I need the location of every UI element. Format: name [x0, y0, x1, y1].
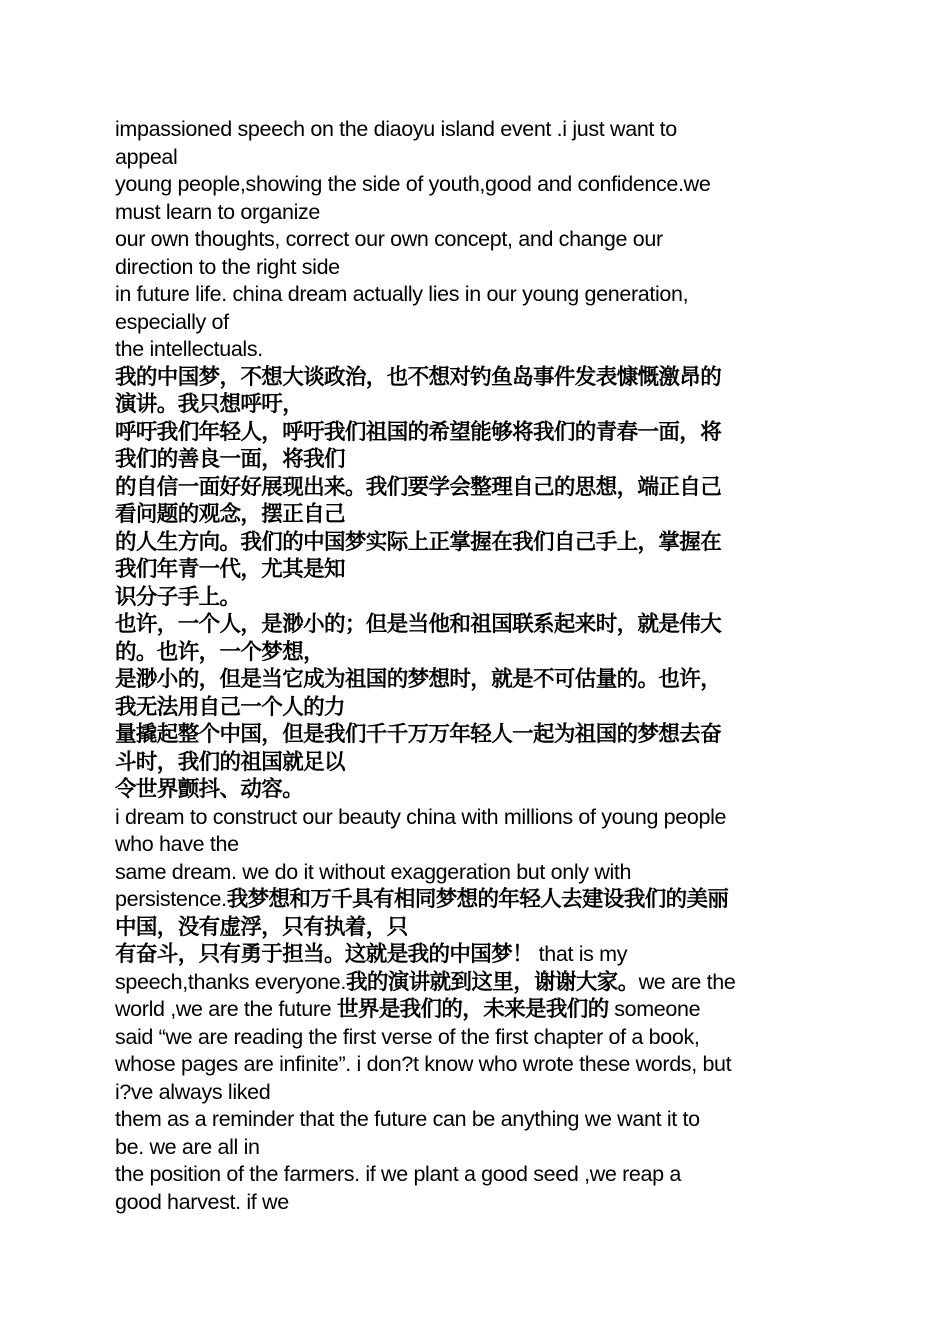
text-line: same dream. we do it without exaggeration but only with: [115, 859, 632, 884]
text-line: appeal: [115, 144, 178, 169]
text-line: be. we are all in: [115, 1134, 260, 1159]
chinese-text-line: 看问题的观念，摆正自己: [115, 502, 345, 527]
text-line: i dream to construct our beauty china with millions of young people: [115, 804, 727, 829]
text-segment: world ,we are the future: [115, 997, 337, 1021]
mixed-text-line: [115, 941, 840, 969]
chinese-text-line: 识分子手上。: [115, 584, 241, 610]
chinese-text-segment: 世界是我们的，未来是我们的: [336, 997, 609, 1022]
chinese-text-line: 我们的善良一面，将我们: [115, 447, 345, 472]
chinese-text-line: 的。也许，一个梦想，: [115, 639, 325, 665]
text-line: impassioned speech on the diaoyu island event .i just want to: [115, 117, 677, 141]
chinese-text-segment: 我的演讲就到这里，谢谢大家。: [346, 969, 639, 995]
chinese-text-line: 斗时，我们的祖国就足以: [115, 749, 345, 775]
text-line: in future life. china dream actually lies in our young generation,: [115, 282, 689, 306]
chinese-text-line: 的自信一面好好展现出来。我们要学会整理自己的思想，端正自己: [115, 474, 722, 500]
text-line: them as a reminder that the future can be anything we want it to: [115, 1107, 700, 1131]
speech-text: [115, 116, 840, 1216]
text-line: must learn to organize: [115, 199, 321, 224]
mixed-text-line: [115, 914, 840, 942]
text-segment: we are the: [638, 969, 736, 994]
text-line: good harvest. if we: [115, 1189, 289, 1214]
chinese-text-segment: 有奋斗，只有勇于担当。这就是我的中国梦！: [115, 942, 534, 967]
text-line: the intellectuals.: [115, 337, 263, 361]
text-line: i?ve always liked: [115, 1079, 271, 1104]
chinese-text-line: 呼吁我们年轻人，呼吁我们祖国的希望能够将我们的青春一面，将: [115, 419, 722, 445]
chinese-text-line: 我无法用自己一个人的力: [115, 694, 345, 720]
chinese-text-line: 是渺小的，但是当它成为祖国的梦想时，就是不可估量的。也许，: [115, 667, 722, 692]
chinese-text-line: 演讲。我只想呼吁，: [115, 392, 304, 417]
text-line: especially of: [115, 309, 229, 334]
text-line: who have the: [115, 832, 239, 856]
mixed-text-line: [115, 996, 840, 1024]
text-segment: persistence.: [115, 887, 227, 911]
mixed-text-line: [115, 886, 840, 914]
text-line: said “we are reading the first verse of the first chapter of a book,: [115, 1024, 700, 1049]
mixed-text-line: [115, 969, 840, 997]
text-line: direction to the right side: [115, 254, 340, 279]
chinese-text-line: 的人生方向。我们的中国梦实际上正掌握在我们自己手上，掌握在: [115, 529, 722, 555]
text-segment: that is my: [533, 942, 628, 966]
chinese-text-segment: 中国，没有虚浮，只有执着，只: [115, 914, 408, 940]
text-line: whose pages are infinite”. i don?t know who wrote these words, but: [115, 1052, 732, 1076]
chinese-text-line: 令世界颤抖、动容。: [115, 777, 304, 802]
chinese-text-line: 我们年青一代，尤其是知: [115, 557, 345, 582]
chinese-text-line: 我的中国梦，不想大谈政治，也不想对钓鱼岛事件发表慷慨激昂的: [115, 364, 722, 390]
chinese-text-line: 也许，一个人，是渺小的；但是当他和祖国联系起来时，就是伟大: [115, 612, 722, 637]
text-line: the position of the farmers. if we plant a good seed ,we reap a: [115, 1162, 681, 1186]
text-line: young people,showing the side of youth,good and confidence.we: [115, 172, 711, 196]
text-segment: speech,thanks everyone.: [115, 969, 346, 994]
text-line: our own thoughts, correct our own concept, and change our: [115, 227, 663, 251]
text-segment: someone: [608, 997, 701, 1021]
chinese-text-line: 量撬起整个中国，但是我们千千万万年轻人一起为祖国的梦想去奋: [115, 722, 722, 747]
chinese-text-segment: 我梦想和万千具有相同梦想的年轻人去建设我们的美丽: [226, 887, 729, 912]
